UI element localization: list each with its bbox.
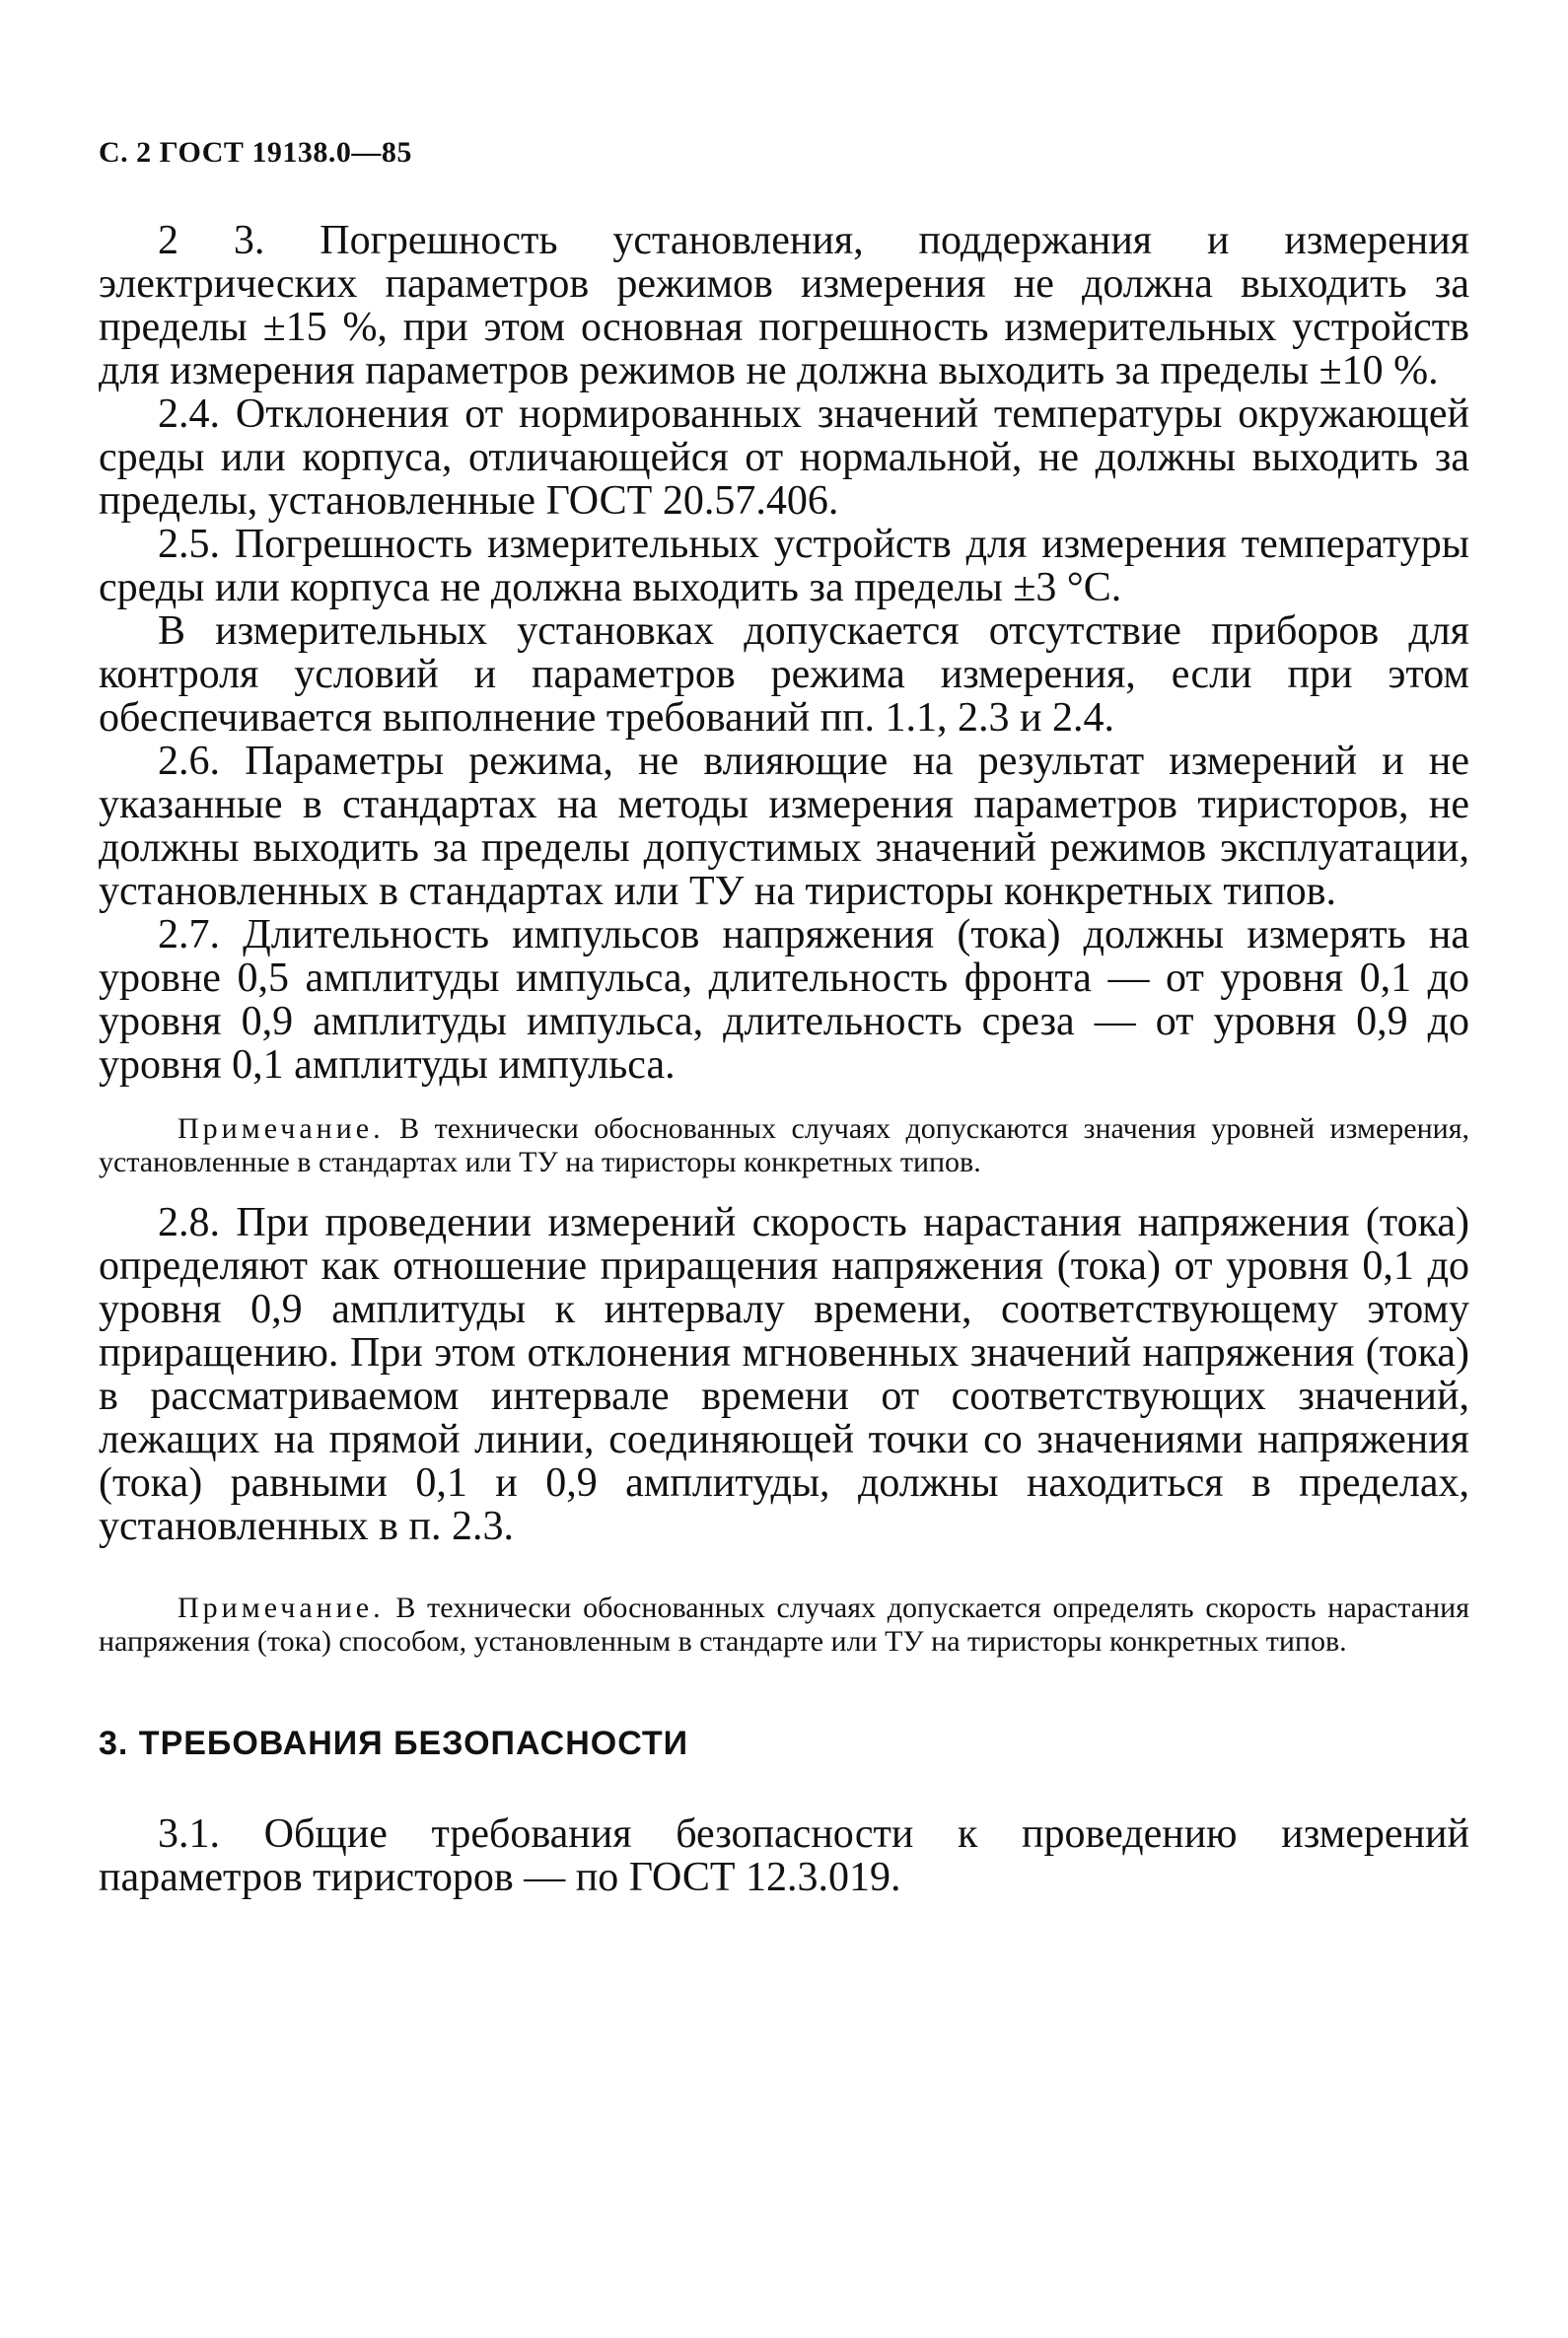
note-2-label: Примечание.	[178, 1592, 385, 1624]
paragraph-2-4: 2.4. Отклонения от нормированных значений температуры окружающей среды или корпуса, отличающейся от нормальной, не должны выходить за пределы, установленные ГОСТ 20.57.406.	[99, 391, 1469, 524]
note-1	[99, 1112, 1469, 1179]
paragraph-2-5: 2.5. Погрешность измерительных устройств для измерения температуры среды или корпуса не должна выходить за пределы ±3 °С.	[99, 522, 1469, 610]
paragraph-3-1: 3.1. Общие требования безопасности к проведению измерений параметров тиристоров — по ГОСТ 12.3.019.	[99, 1811, 1469, 1900]
section-3-title: 3. ТРЕБОВАНИЯ БЕЗОПАСНОСТИ	[99, 1725, 689, 1762]
paragraph-2-8: 2.8. При проведении измерений скорость нарастания напряжения (тока) определяют как отношение приращения напряжения (тока) от уровня 0,1 до уровня 0,9 амплитуды к интервалу времени, соответствующему этому приращению. При этом отклонения мгновенных значений напряжения (тока) в рассматриваемом интервале времени от соответствующих значений, лежащих на прямой линии, соединяющей точки со значениями напряжения (тока) равными 0,1 и 0,9 амплитуды, должны находиться в пределах, установленных в п. 2.3.	[99, 1200, 1469, 1549]
page-content	[99, 219, 1469, 1899]
note-2	[99, 1592, 1469, 1659]
note-2-text: В технически обоснованных случаях допускается определять скорость нарастания напряжения (тока) способом, установленным в стандарте или ТУ на тиристоры конкретных типов.	[99, 1592, 1470, 1658]
paragraph-2-3: 2 3. Погрешность установления, поддержания и измерения электрических параметров режимов измерения не должна выходить за пределы ±15 %, при этом основная погрешность измерительных устройств для измерения параметров режимов не должна выходить за пределы ±10 %.	[99, 218, 1469, 393]
page-header: С. 2 ГОСТ 19138.0—85	[99, 136, 412, 169]
paragraph-2-7: 2.7. Длительность импульсов напряжения (тока) должны измерять на уровне 0,5 амплитуды импульса, длительность фронта — от уровня 0,1 до уровня 0,9 амплитуды импульса, длительность среза — от уровня 0,9 до уровня 0,1 амплитуды импульса.	[99, 912, 1469, 1088]
note-1-label: Примечание.	[178, 1112, 385, 1145]
paragraph-2-6: 2.6. Параметры режима, не влияющие на результат измерений и не указанные в стандартах на методы измерения параметров тиристоров, не должны выходить за пределы допустимых значений режимов эксплуатации, установленных в стандартах или ТУ на тиристоры конкретных типов.	[99, 739, 1469, 914]
paragraph-2-5-extra: В измерительных установках допускается отсутствие приборов для контроля условий и параметров режима измерения, если при этом обеспечивается выполнение требований пп. 1.1, 2.3 и 2.4.	[99, 608, 1469, 741]
note-1-text: В технически обоснованных случаях допускаются значения уровней измерения, установленные в стандартах или ТУ на тиристоры конкретных типов.	[99, 1112, 1469, 1178]
